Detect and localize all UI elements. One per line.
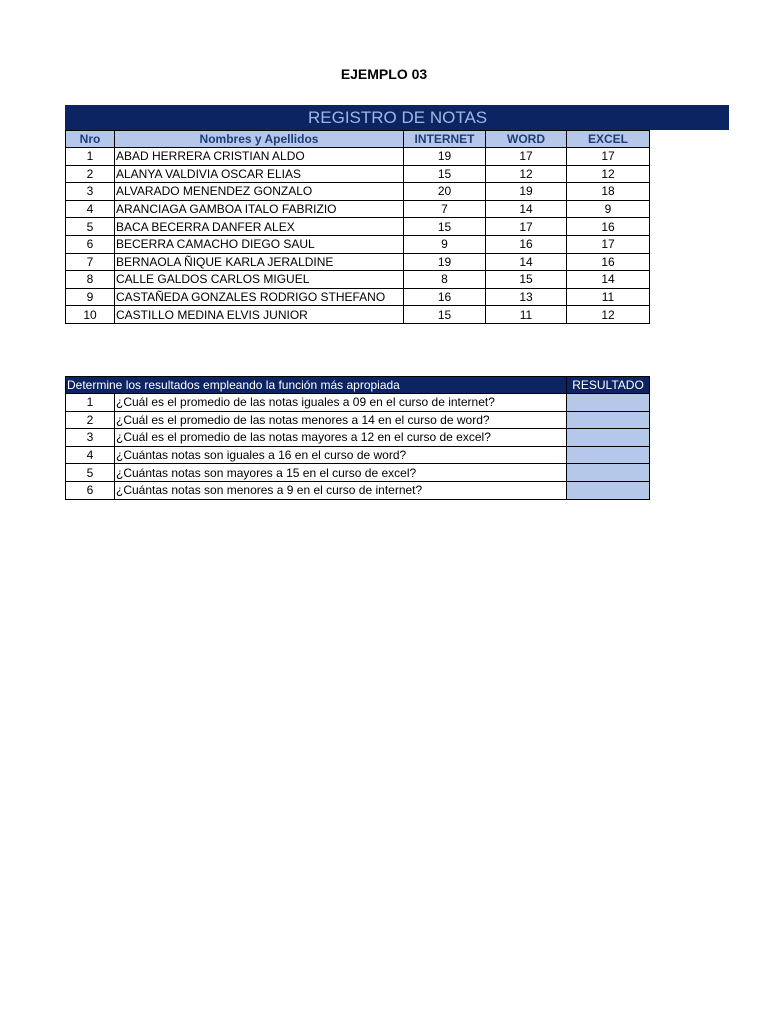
cell-excel[interactable]: 14 xyxy=(567,271,650,289)
questions-header[interactable]: Determine los resultados empleando la función más apropiada xyxy=(66,377,567,394)
cell-nro[interactable]: 10 xyxy=(66,306,115,324)
cell-student-name[interactable]: ABAD HERRERA CRISTIAN ALDO xyxy=(115,148,404,166)
question-number[interactable]: 3 xyxy=(66,429,115,447)
question-number[interactable]: 4 xyxy=(66,446,115,464)
register-banner: REGISTRO DE NOTAS xyxy=(65,105,729,130)
cell-word[interactable]: 14 xyxy=(486,253,567,271)
question-text[interactable]: ¿Cuál es el promedio de las notas mayores a 12 en el curso de excel? xyxy=(115,429,567,447)
grade-row xyxy=(66,148,650,166)
question-text[interactable]: ¿Cuántas notas son mayores a 15 en el curso de excel? xyxy=(115,464,567,482)
cell-word[interactable]: 15 xyxy=(486,271,567,289)
col-header-nro[interactable]: Nro xyxy=(66,131,115,148)
cell-excel[interactable]: 12 xyxy=(567,306,650,324)
cell-student-name[interactable]: BECERRA CAMACHO DIEGO SAUL xyxy=(115,235,404,253)
cell-word[interactable]: 14 xyxy=(486,200,567,218)
result-cell[interactable] xyxy=(567,394,650,412)
cell-nro[interactable]: 9 xyxy=(66,288,115,306)
cell-student-name[interactable]: CASTILLO MEDINA ELVIS JUNIOR xyxy=(115,306,404,324)
grade-row xyxy=(66,288,650,306)
cell-internet[interactable]: 15 xyxy=(404,165,486,183)
result-cell[interactable] xyxy=(567,429,650,447)
cell-excel[interactable]: 17 xyxy=(567,148,650,166)
question-text[interactable]: ¿Cuál es el promedio de las notas menores a 14 en el curso de word? xyxy=(115,411,567,429)
question-number[interactable]: 5 xyxy=(66,464,115,482)
cell-word[interactable]: 17 xyxy=(486,148,567,166)
grades-table xyxy=(65,130,650,324)
grade-row xyxy=(66,271,650,289)
grade-row xyxy=(66,218,650,236)
cell-nro[interactable]: 2 xyxy=(66,165,115,183)
col-header-word[interactable]: WORD xyxy=(486,131,567,148)
cell-student-name[interactable]: ARANCIAGA GAMBOA ITALO FABRIZIO xyxy=(115,200,404,218)
cell-student-name[interactable]: BACA BECERRA DANFER ALEX xyxy=(115,218,404,236)
question-number[interactable]: 6 xyxy=(66,481,115,499)
question-row xyxy=(66,464,650,482)
question-number[interactable]: 2 xyxy=(66,411,115,429)
cell-nro[interactable]: 6 xyxy=(66,235,115,253)
cell-internet[interactable]: 8 xyxy=(404,271,486,289)
page-title: EJEMPLO 03 xyxy=(340,66,428,82)
cell-word[interactable]: 12 xyxy=(486,165,567,183)
col-header-names[interactable]: Nombres y Apellidos xyxy=(115,131,404,148)
cell-internet[interactable]: 16 xyxy=(404,288,486,306)
cell-excel[interactable]: 18 xyxy=(567,183,650,201)
cell-excel[interactable]: 12 xyxy=(567,165,650,183)
col-header-internet[interactable]: INTERNET xyxy=(404,131,486,148)
cell-student-name[interactable]: ALVARADO MENENDEZ GONZALO xyxy=(115,183,404,201)
cell-excel[interactable]: 9 xyxy=(567,200,650,218)
cell-nro[interactable]: 4 xyxy=(66,200,115,218)
result-cell[interactable] xyxy=(567,446,650,464)
result-cell[interactable] xyxy=(567,411,650,429)
result-cell[interactable] xyxy=(567,464,650,482)
cell-excel[interactable]: 16 xyxy=(567,253,650,271)
question-text[interactable]: ¿Cuántas notas son iguales a 16 en el curso de word? xyxy=(115,446,567,464)
cell-internet[interactable]: 9 xyxy=(404,235,486,253)
cell-internet[interactable]: 7 xyxy=(404,200,486,218)
question-row xyxy=(66,429,650,447)
cell-nro[interactable]: 8 xyxy=(66,271,115,289)
question-row xyxy=(66,481,650,499)
cell-word[interactable]: 19 xyxy=(486,183,567,201)
cell-internet[interactable]: 19 xyxy=(404,253,486,271)
cell-internet[interactable]: 19 xyxy=(404,148,486,166)
cell-student-name[interactable]: BERNAOLA ÑIQUE KARLA JERALDINE xyxy=(115,253,404,271)
cell-excel[interactable]: 16 xyxy=(567,218,650,236)
cell-internet[interactable]: 15 xyxy=(404,306,486,324)
grade-row xyxy=(66,235,650,253)
cell-nro[interactable]: 1 xyxy=(66,148,115,166)
cell-internet[interactable]: 20 xyxy=(404,183,486,201)
cell-internet[interactable]: 15 xyxy=(404,218,486,236)
questions-table xyxy=(65,376,650,500)
result-cell[interactable] xyxy=(567,481,650,499)
question-text[interactable]: ¿Cuántas notas son menores a 9 en el curso de internet? xyxy=(115,481,567,499)
cell-word[interactable]: 16 xyxy=(486,235,567,253)
cell-excel[interactable]: 11 xyxy=(567,288,650,306)
questions-header-row xyxy=(66,377,650,394)
question-row xyxy=(66,446,650,464)
question-row xyxy=(66,394,650,412)
cell-word[interactable]: 13 xyxy=(486,288,567,306)
grade-row xyxy=(66,183,650,201)
grade-row xyxy=(66,200,650,218)
result-header[interactable]: RESULTADO xyxy=(567,377,650,394)
grades-header-row xyxy=(66,131,650,148)
grade-row xyxy=(66,253,650,271)
cell-nro[interactable]: 7 xyxy=(66,253,115,271)
grade-row xyxy=(66,306,650,324)
question-row xyxy=(66,411,650,429)
cell-word[interactable]: 17 xyxy=(486,218,567,236)
cell-student-name[interactable]: CALLE GALDOS CARLOS MIGUEL xyxy=(115,271,404,289)
grade-row xyxy=(66,165,650,183)
question-text[interactable]: ¿Cuál es el promedio de las notas iguales a 09 en el curso de internet? xyxy=(115,394,567,412)
cell-excel[interactable]: 17 xyxy=(567,235,650,253)
cell-nro[interactable]: 3 xyxy=(66,183,115,201)
question-number[interactable]: 1 xyxy=(66,394,115,412)
cell-word[interactable]: 11 xyxy=(486,306,567,324)
cell-nro[interactable]: 5 xyxy=(66,218,115,236)
cell-student-name[interactable]: ALANYA VALDIVIA OSCAR ELIAS xyxy=(115,165,404,183)
col-header-excel[interactable]: EXCEL xyxy=(567,131,650,148)
cell-student-name[interactable]: CASTAÑEDA GONZALES RODRIGO STHEFANO xyxy=(115,288,404,306)
